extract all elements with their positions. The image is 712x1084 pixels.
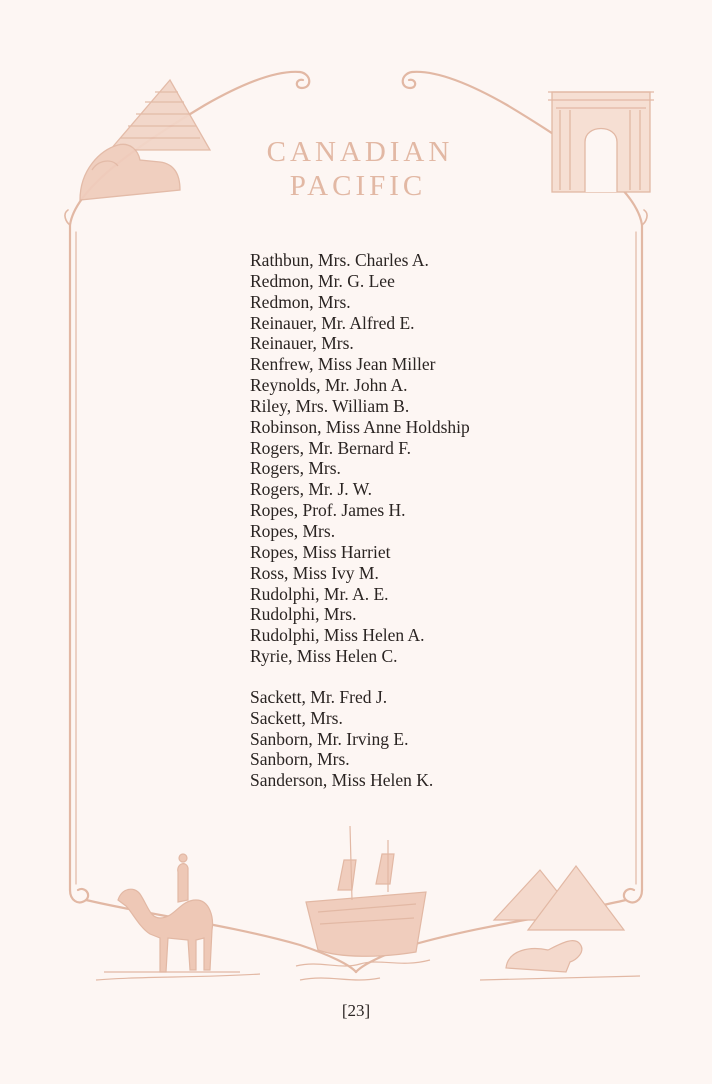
list-item: Redmon, Mr. G. Lee: [250, 270, 395, 291]
steamship-icon: [296, 826, 430, 980]
list-item: Rogers, Mr. Bernard F.: [250, 437, 411, 458]
list-item: Reinauer, Mr. Alfred E.: [250, 312, 415, 333]
camel-rider-icon: [96, 854, 260, 980]
list-item: Rogers, Mrs.: [250, 458, 341, 479]
list-item: Ropes, Mrs.: [250, 520, 336, 541]
list-item: Ropes, Miss Harriet: [250, 541, 391, 562]
list-item: Renfrew, Miss Jean Miller: [250, 354, 436, 375]
page-number: [23]: [341, 1001, 371, 1020]
list-item: Ryrie, Miss Helen C.: [250, 646, 398, 667]
list-item: Ross, Miss Ivy M.: [250, 562, 379, 583]
list-item: Riley, Mrs. William B.: [250, 395, 410, 416]
list-item: Ropes, Prof. James H.: [250, 500, 406, 521]
list-item: Rudolphi, Mrs.: [250, 604, 357, 625]
list-item: Reinauer, Mrs.: [250, 333, 354, 354]
passenger-list: [250, 250, 470, 791]
list-item: Sackett, Mr. Fred J.: [250, 686, 388, 707]
list-item: Sanborn, Mrs.: [250, 749, 350, 770]
list-item: Rathbun, Mrs. Charles A.: [250, 250, 429, 270]
title-line-1: CANADIAN: [266, 136, 454, 168]
list-item: Robinson, Miss Anne Holdship: [250, 416, 470, 437]
list-item: Rudolphi, Miss Helen A.: [250, 625, 425, 646]
list-item: Reynolds, Mr. John A.: [250, 375, 408, 396]
list-item: Redmon, Mrs.: [250, 291, 351, 312]
title-line-2: PACIFIC: [289, 170, 427, 202]
list-item: Sanderson, Miss Helen K.: [250, 770, 434, 791]
list-item: Sanborn, Mr. Irving E.: [250, 728, 409, 749]
list-item: Rogers, Mr. J. W.: [250, 479, 373, 500]
list-item: Sackett, Mrs.: [250, 707, 343, 728]
list-item: Rudolphi, Mr. A. E.: [250, 583, 389, 604]
